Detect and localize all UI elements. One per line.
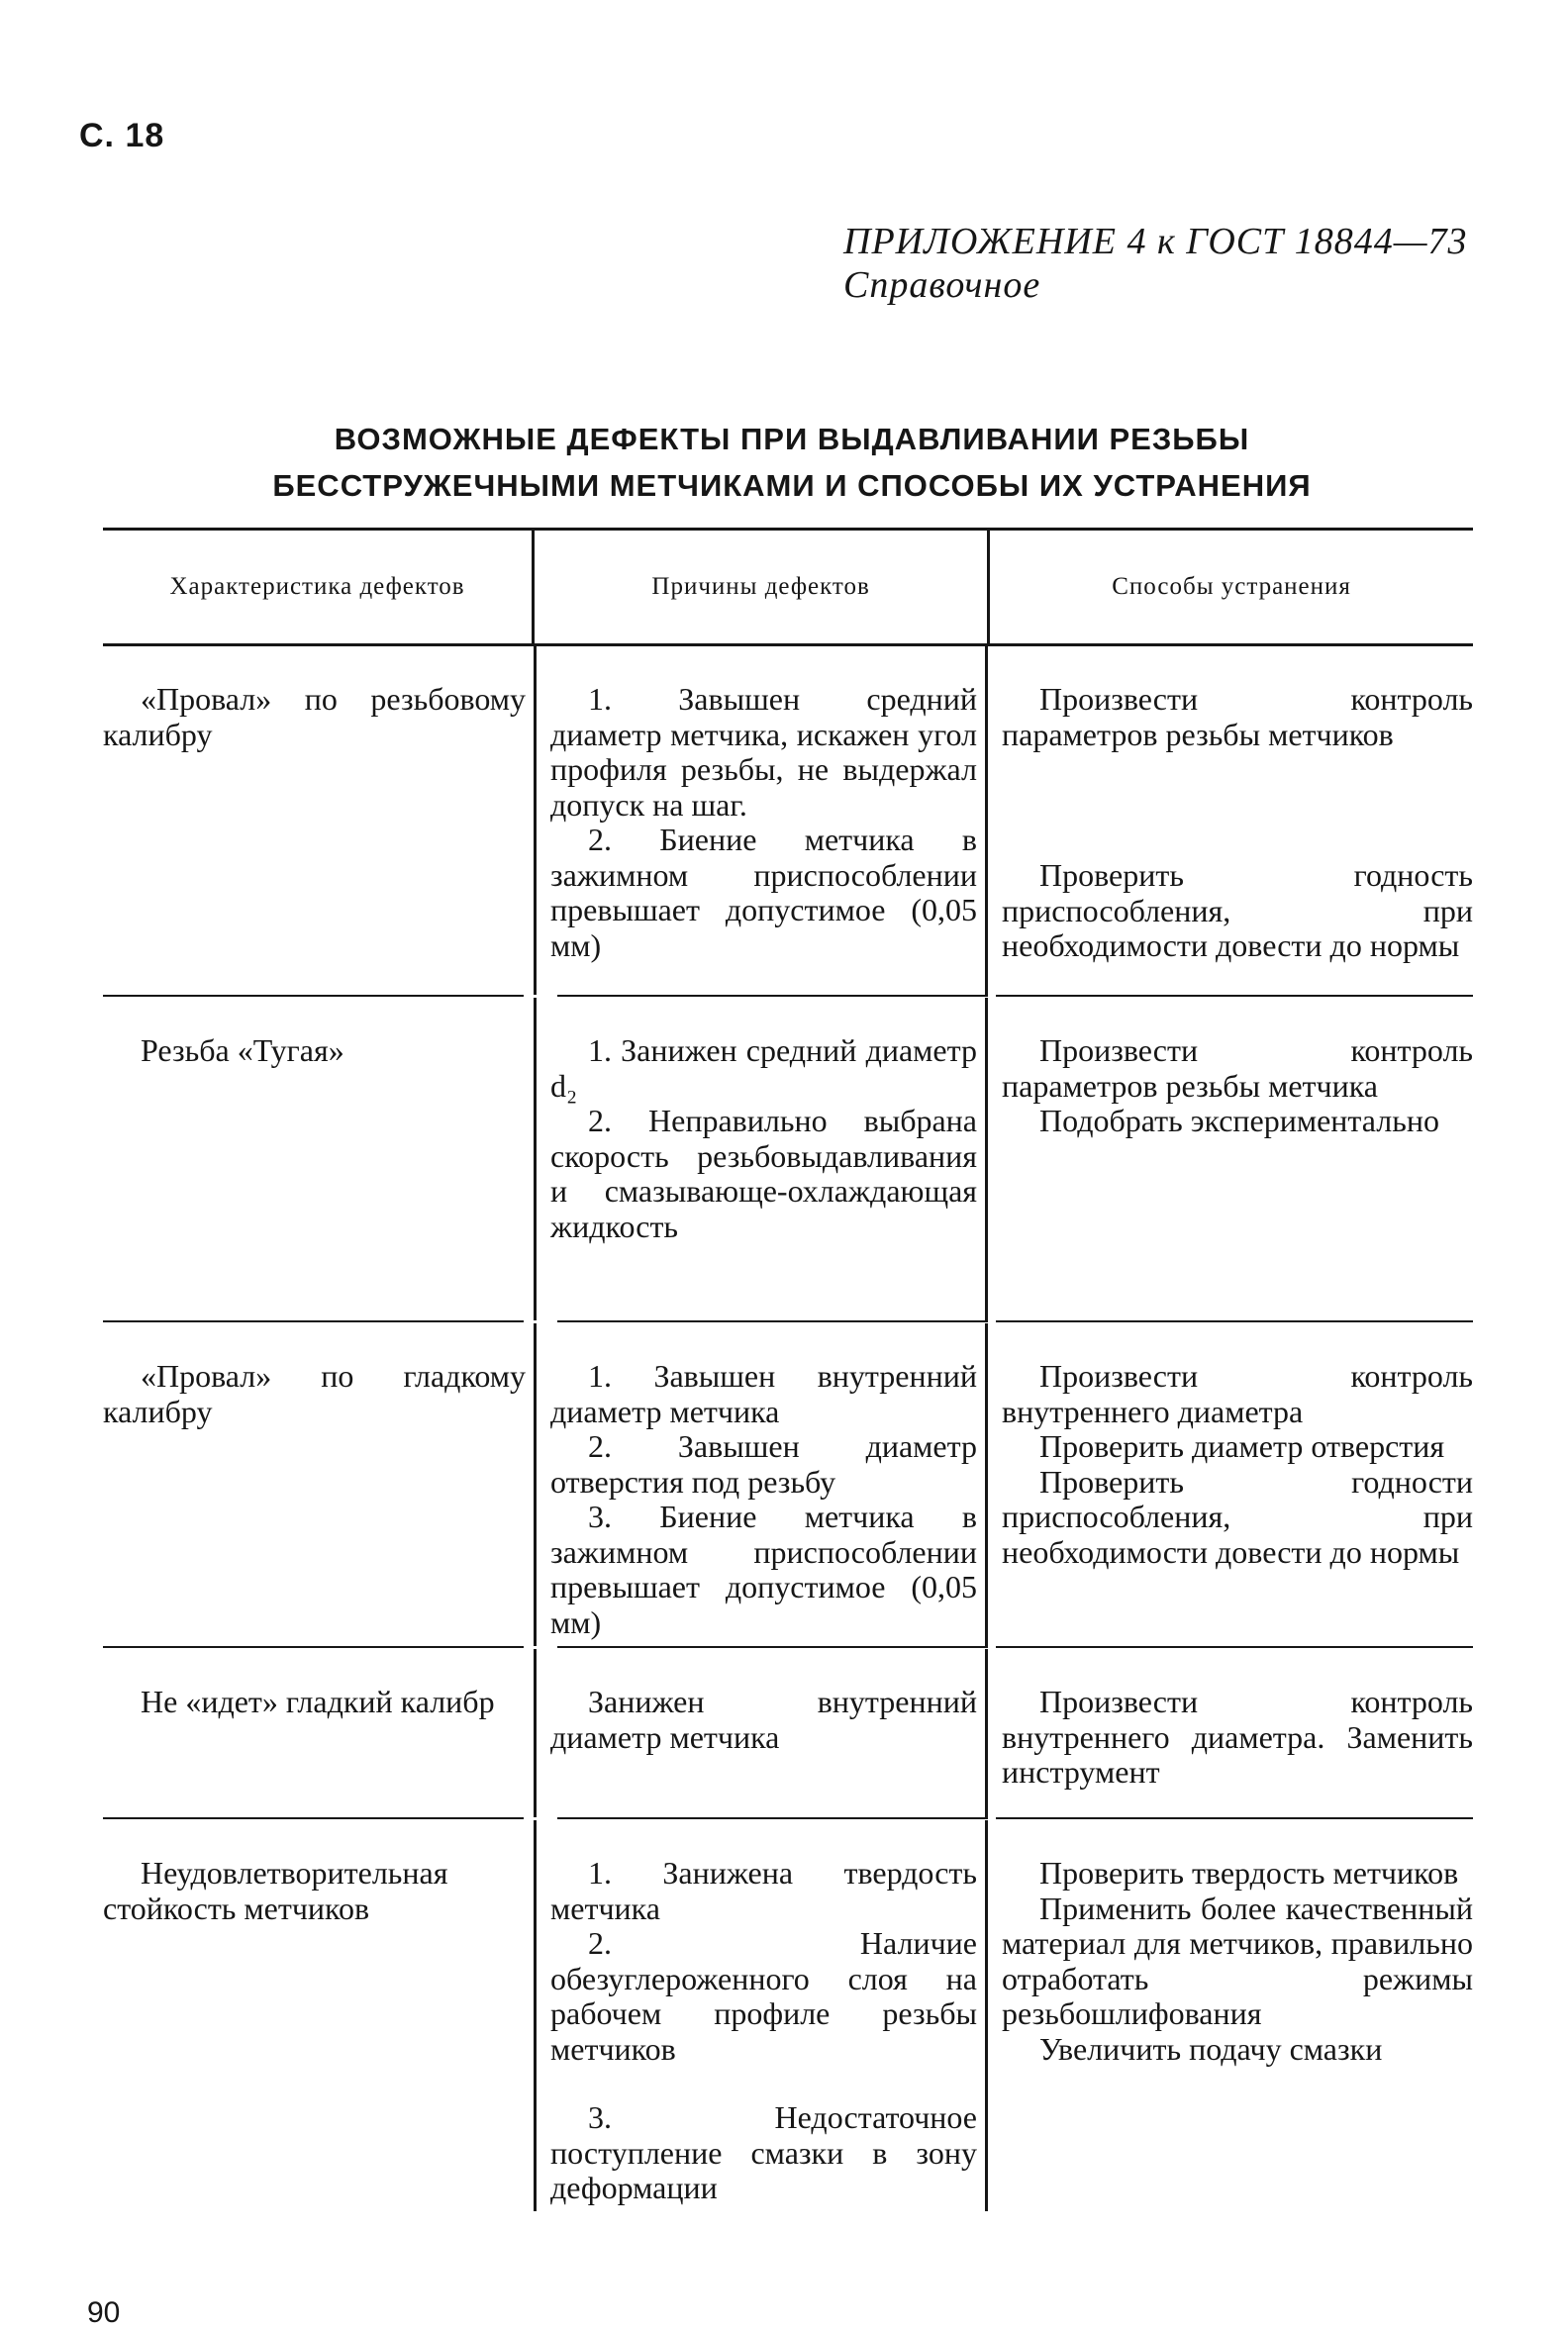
cause-text: Занижен внутренний диаметр метчика xyxy=(550,1684,977,1755)
appendix-line-2: Справочное xyxy=(843,264,1041,306)
header-causes: Причины дефектов xyxy=(532,531,990,643)
remedy-text: Проверить диаметр отверстия xyxy=(1039,1428,1445,1464)
page-number: 90 xyxy=(87,2296,121,2329)
cause-text: 2. Биение метчика в зажимном приспособлении превышает допустимое (0,05 мм) xyxy=(550,822,977,963)
table-row xyxy=(103,646,1473,995)
remedy-text: Произвести контроль внутреннего диаметра xyxy=(1002,1358,1473,1429)
page-header: С. 18 xyxy=(79,117,165,154)
title-line-2: БЕССТРУЖЕЧНЫМИ МЕТЧИКАМИ И СПОСОБЫ ИХ УСТРАНЕНИЯ xyxy=(272,468,1312,503)
defect-cell: «Провал» по гладкому калибру xyxy=(103,1358,526,1429)
table-row xyxy=(103,998,1473,1320)
cause-text: 2. Наличие обезуглероженного слоя на рабочем профиле резьбы метчиков xyxy=(550,1925,977,2067)
appendix-line-1: ПРИЛОЖЕНИЕ 4 к ГОСТ 18844—73 xyxy=(843,221,1468,262)
defect-cell: «Провал» по резьбовому калибру xyxy=(103,681,526,752)
header-defect: Характеристика дефектов xyxy=(169,573,465,601)
remedy-text: Произвести контроль параметров резьбы метчиков xyxy=(1002,681,1473,752)
remedy-text: Проверить годность приспособления, при необходимости довести до нормы xyxy=(1002,857,1473,963)
table-header xyxy=(103,531,1473,646)
table-row xyxy=(103,1820,1473,2211)
cause-text: 2. Неправильно выбрана скорость резьбовыдавливания и смазывающе-охлаждающая жидкость xyxy=(550,1103,977,1244)
cause-text: 3. Недостаточное поступление смазки в зону деформации xyxy=(550,2099,977,2205)
cause-text: 2. Завышен диаметр отверстия под резьбу xyxy=(550,1428,977,1500)
remedy-text: Применить более качественный материал для метчиков, правильно отработать режимы резьбошлифования xyxy=(1002,1890,1473,2031)
defect-cell: Неудовлетворительная стойкость метчиков xyxy=(103,1855,448,1926)
title-line-1: ВОЗМОЖНЫЕ ДЕФЕКТЫ ПРИ ВЫДАВЛИВАНИИ РЕЗЬБЫ xyxy=(334,422,1250,456)
remedy-text: Увеличить подачу смазки xyxy=(1039,2030,1383,2067)
remedy-text: Произвести контроль параметров резьбы метчика xyxy=(1002,1032,1473,1104)
header-remedies: Способы устранения xyxy=(1112,573,1351,601)
table-row xyxy=(103,1323,1473,1646)
cause-text: 3. Биение метчика в зажимном приспособлении превышает допустимое (0,05 мм) xyxy=(550,1499,977,1640)
remedy-text: Произвести контроль внутреннего диаметра. Заменить инструмент xyxy=(1002,1684,1473,1790)
defects-table xyxy=(103,528,1473,2211)
remedy-text: Подобрать экспериментально xyxy=(1039,1103,1439,1138)
appendix-label xyxy=(843,220,1468,307)
cause-text: 1. Завышен средний диаметр метчика, искажен угол профиля резьбы, не выдержал допуск на шаг. xyxy=(550,681,977,823)
cause-text: 1. Завышен внутренний диаметр метчика xyxy=(550,1358,977,1429)
defect-cell: Не «идет» гладкий калибр xyxy=(141,1684,495,1719)
remedy-text: Проверить твердость метчиков xyxy=(1039,1855,1459,1891)
document-title xyxy=(99,416,1485,509)
table-row xyxy=(103,1649,1473,1817)
cause-text: 1. Занижен средний диаметр d₂ xyxy=(550,1032,977,1104)
defect-cell: Резьба «Тугая» xyxy=(141,1032,344,1068)
remedy-text: Проверить годности приспособления, при необходимости довести до нормы xyxy=(1002,1463,1473,1570)
cause-text: 1. Занижена твердость метчика xyxy=(550,1855,977,1926)
